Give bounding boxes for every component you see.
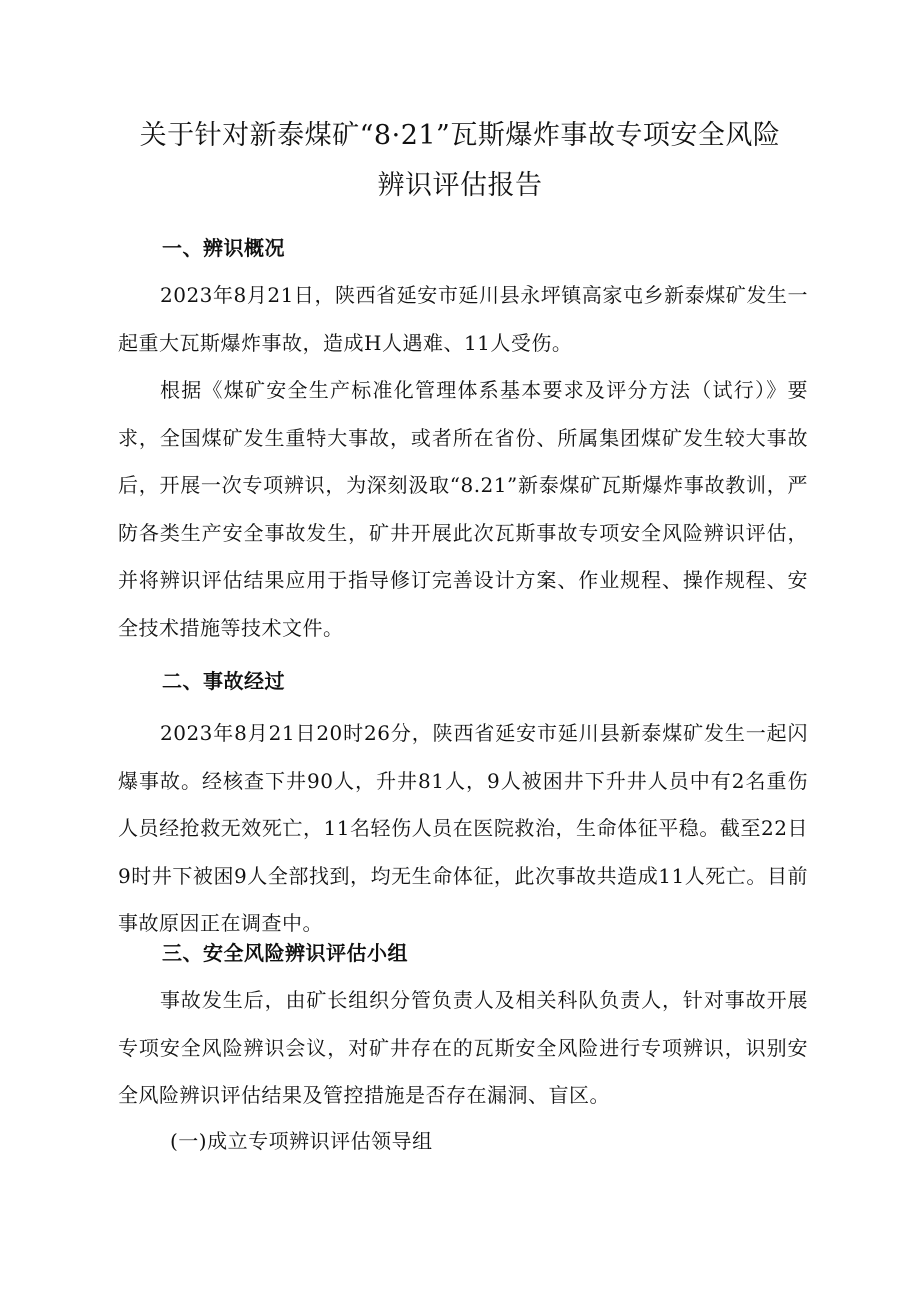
paragraph-accident-1: 2023年8月21日20时26分，陕西省延安市延川县新泰煤矿发生一起闪爆事故。经核查下井90人，升井81人，9人被困井下升井人员中有2名重伤人员经抢救无效死亡，11名轻伤人员在医院救治，生命体征平稳。截至22日9时井下被困9人全部找到，均无生命体征，此次事故共造成11人死亡。目前事故原因正在调查中。 — [118, 721, 808, 935]
paragraph-overview-2: 根据《煤矿安全生产标准化管理体系基本要求及评分方法（试行）》要求，全国煤矿发生重特大事故，或者所在省份、所属集团煤矿发生较大事故后，开展一次专项辨识，为深刻汲取“8.21”新泰煤矿瓦斯爆炸事故教训，严防各类生产安全事故发生，矿井开展此次瓦斯事故专项安全风险辨识评估，并将辨识评估结果应用于指导修订完善设计方案、作业规程、操作规程、安全技术措施等技术文件。 — [118, 378, 808, 640]
section-heading-overview: 一、辨识概况 — [162, 236, 285, 260]
section-heading-accident: 二、事故经过 — [162, 669, 285, 693]
section-heading-assessment-group: 三、安全风险辨识评估小组 — [162, 941, 408, 965]
document-title-line-1: 关于针对新泰煤矿“8·21”瓦斯爆炸事故专项安全风险 — [139, 120, 781, 151]
document-title-line-2: 辨识评估报告 — [377, 170, 543, 201]
subheading-leadership-group: (一)成立专项辨识评估领导组 — [170, 1129, 433, 1153]
paragraph-assessment-group-1: 事故发生后，由矿长组织分管负责人及相关科队负责人，针对事故开展专项安全风险辨识会议，对矿井存在的瓦斯安全风险进行专项辨识，识别安全风险辨识评估结果及管控措施是否存在漏洞、盲区。 — [118, 988, 808, 1107]
paragraph-overview-1: 2023年8月21日，陕西省延安市延川县永坪镇高家屯乡新泰煤矿发生一起重大瓦斯爆炸事故，造成H人遇难、11人受伤。 — [118, 283, 808, 355]
